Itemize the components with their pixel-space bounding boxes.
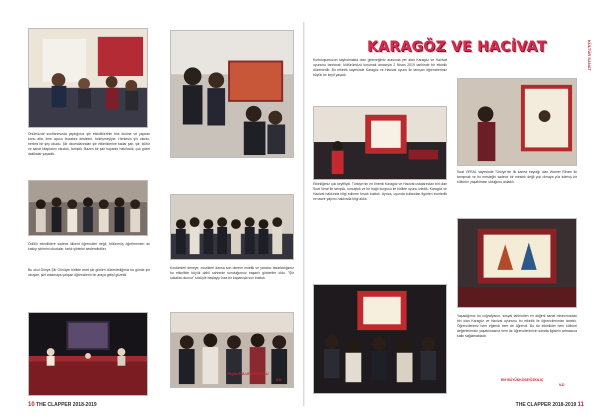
title-hacivat: HACİVAT — [477, 39, 547, 55]
left-author: Feyza BULUT/A PROĞLU — [228, 372, 269, 376]
photo-classroom-group — [170, 30, 294, 158]
photo-shadow-screen — [457, 218, 577, 308]
section-label-culture: KÜLTÜR — [587, 40, 592, 57]
article-title — [367, 36, 546, 55]
left-page — [18, 22, 304, 406]
right-author: Elif BÜYÜKKÖSE/ÖZKILIÇ — [501, 378, 544, 382]
photo-group-event — [28, 180, 148, 236]
right-footer — [516, 402, 584, 408]
caption-teachers: Ödüllü etkinliklere sadece lilikent öğrencileri değil, bölünmüş öğretmenleri de katılıp şiirlerini okudular, farklı şiirlerini seslendirdiler. — [28, 242, 150, 252]
right-footer-text: THE CLAPPER 2018-2019 — [515, 402, 577, 408]
caption-poetry-intro: Önümüzde sınıflarımızda yaptığımız şiir etkinliklerinin bini öküme ve yapılan konu atla, lime uçucu bozakez desteleri, binleşmeyiyle. Herkesin şiir okudu, herkes bir şey okudu. Şiir okumalarından şiir etkinliklerine kadar şair, şiir, kültür ve sanat kitaplarını okuduk, tartıştık. Bazen bir şair hayatını hatırladık, çok güzel dakikalar yaşadık. — [28, 132, 150, 157]
photo-stage-performance — [28, 312, 148, 396]
right-page-number: 11 — [577, 402, 584, 408]
right-page — [304, 22, 590, 406]
article-body-3: Yaşadığımız bu coğrafyanın, sosyal tarihinden en değerli sanat mirasımızdan biri olan Karagöz ve Hacivat oyununu bu etkinlik ile öğrencilerimize tanıttık. Öğrencilerimiz hem eğlendi hem de öğrendi. Bu tür etkinlikler hem kültürel değerlerimizin yaşatılmasına hem de öğrencilerimizin sanata ilgisinin artmasına katkı sağlamaktadır. — [457, 314, 577, 339]
article-intro: Kurtuluşumuzun kaybolmakta olan geleneğimiz arasında yer alan Karagöz ve Hacivat oyununu tanıtmak, kültürümüzü korumak amacıyla 2 Nisan 2019 tarihinde bir etkinlik düzenledik. Bu etkinlik sayesinde Karagöz ve Hacivat oyunu ile tanışan öğrencilerimiz büyük bir keyif yaşadı. — [313, 58, 447, 78]
left-footer-text: THE CLAPPER 2018-2019 — [36, 402, 97, 408]
left-page-number: 10 — [28, 402, 35, 408]
photo-audience — [313, 284, 447, 394]
right-author-class: 9-D — [559, 383, 565, 387]
caption-poetry-day: Bu okul Dünya Şiir Günüyle birlikte mart şiir günleri düzenlediğimiz bu günde şiir okuyan, şiiri anlamaya çalışan öğrencilerin bir araya gelişi güzeldi. — [28, 268, 150, 278]
photo-puppet-master — [457, 78, 577, 166]
caption-costumes: Kostümleri deneye, mozikleri dansa son derece estetik ve yaratıcı tasarladığımız bu etkinlikte büyük dahil sahnede sunduğumuz başarılı gösteriler oldu. "Şiir sokakta okunur" sözüyle başlayıp kısa bir kapanışla son bulduk. — [170, 266, 294, 281]
magazine-spread — [18, 22, 590, 406]
section-label-text — [578, 40, 592, 104]
left-author-class: 9-D — [276, 378, 282, 382]
photo-performers — [170, 312, 294, 388]
section-label — [578, 40, 592, 104]
section-label-art: SANAT — [587, 57, 592, 71]
photo-karagoz-stage — [313, 106, 447, 180]
left-footer — [28, 402, 97, 408]
photo-students-collage — [28, 28, 148, 128]
title-and: VE — [451, 39, 473, 55]
photo-large-group — [170, 194, 294, 260]
article-body-1: Etkinliğimiz çok keyifliydi. Türkiye'nin en önemli Karagöz ve Hacivat ustalarından biri olan Suat Veral ile tanıştık, konuştuk ve bir bağlı kurgusu ile birlikte oyunu izledik. Karagöz ve Hacivat hakkında bilgi edinme fırsatı bulduk. Ayrıca, oyunda kullanılan figürleri inceledik ve tasvir yapımı hakkında bilgi aldık. — [313, 182, 447, 202]
article-body-2: Suat VERAL sayesinde Türkiye'nin ilk karma bayrağı olan Warner Elham ile tanışmak ve bu mesleğin sadece bir meslek değil yok olmaya yüz tutmuş bir kültürün yaşatılması olduğunu anladık. — [457, 170, 577, 185]
title-karagoz: KARAGÖZ — [367, 39, 446, 55]
